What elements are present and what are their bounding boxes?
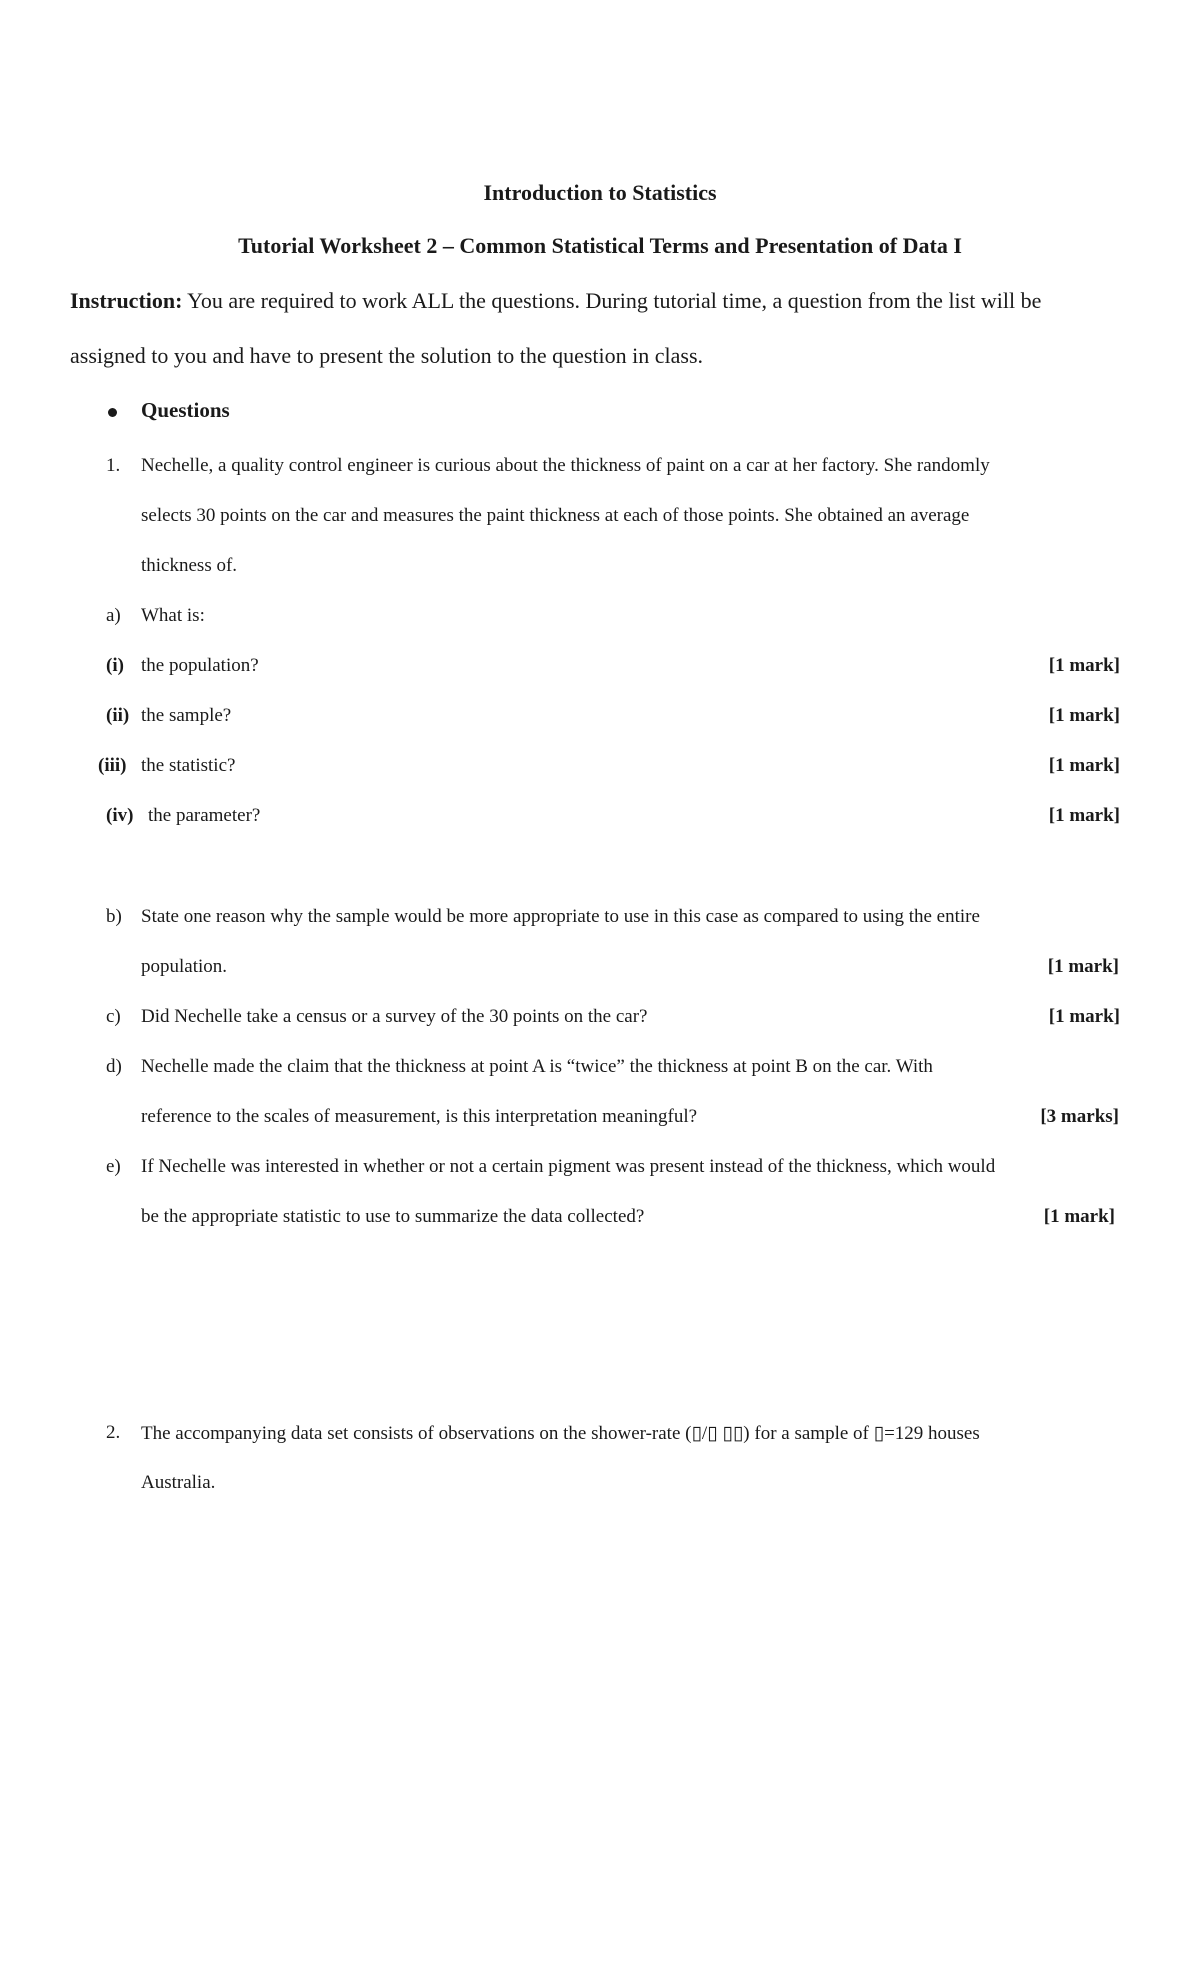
mark-label: [1 mark] — [1047, 956, 1119, 977]
q1b-text-line-1: State one reason why the sample would be more appropriate to use in this case as compared to using the entire — [141, 906, 980, 927]
q2-text-line-1: The accompanying data set consists of observations on the shower-rate (▯/▯ ▯▯) for a sample of ▯=129 houses — [141, 1423, 980, 1444]
q1a-item-text: the statistic? — [141, 755, 236, 776]
q1e-text-line-1: If Nechelle was interested in whether or not a certain pigment was present instead of the thickness, which would — [141, 1156, 996, 1177]
document-title: Introduction to Statistics — [483, 180, 717, 205]
q1e-text-line-2: be the appropriate statistic to use to summarize the data collected? — [141, 1206, 645, 1227]
instruction-label: Instruction: — [70, 288, 183, 313]
q1a-item-number: (i) — [106, 655, 124, 676]
q1a-item-number: (iv) — [106, 805, 134, 826]
q1a-item-text: the parameter? — [148, 805, 261, 826]
q1e-label: e) — [106, 1156, 121, 1177]
q1a-label: a) — [106, 605, 121, 626]
q1d-label: d) — [106, 1056, 122, 1077]
q1b-text-line-2: population. — [141, 956, 228, 977]
q1-text-line-3: thickness of. — [141, 555, 238, 576]
mark-label: [1 mark] — [1048, 705, 1120, 726]
q1c-label: c) — [106, 1006, 121, 1027]
q1d-text-line-2: reference to the scales of measurement, is this interpretation meaningful? — [141, 1106, 698, 1127]
mark-label: [1 mark] — [1048, 755, 1120, 776]
mark-label: [3 marks] — [1040, 1106, 1119, 1127]
mark-label: [1 mark] — [1048, 655, 1120, 676]
q1-number: 1. — [106, 455, 121, 476]
mark-label: [1 mark] — [1048, 805, 1120, 826]
document-subtitle: Tutorial Worksheet 2 – Common Statistical Terms and Presentation of Data I — [238, 233, 962, 258]
q1a-item-text: the population? — [141, 655, 259, 676]
q1-text-line-2: selects 30 points on the car and measures the paint thickness at each of those points. She obtained an average — [141, 505, 970, 526]
q1a-item-number: (iii) — [98, 755, 127, 776]
instruction-text-1: You are required to work ALL the questions. During tutorial time, a question from the list will be — [182, 288, 1042, 313]
instruction-line-1 — [70, 288, 1041, 314]
q1b-label: b) — [106, 906, 122, 927]
mark-label: [1 mark] — [1043, 1206, 1115, 1227]
instruction-line-2: assigned to you and have to present the solution to the question in class. — [70, 343, 704, 368]
q2-number: 2. — [106, 1422, 121, 1443]
bullet-icon — [108, 408, 117, 417]
q1a-item-text: the sample? — [141, 705, 232, 726]
questions-heading: Questions — [141, 398, 230, 422]
q2-text-line-2: Australia. — [141, 1472, 216, 1493]
mark-label: [1 mark] — [1048, 1006, 1120, 1027]
q1a-item-number: (ii) — [106, 705, 130, 726]
q1d-text-line-1: Nechelle made the claim that the thickness at point A is “twice” the thickness at point B on the car. With — [141, 1056, 933, 1077]
q1-text-line-1: Nechelle, a quality control engineer is curious about the thickness of paint on a car at her factory. She randomly — [141, 455, 990, 476]
q1c-text: Did Nechelle take a census or a survey of the 30 points on the car? — [141, 1006, 648, 1027]
q1a-text: What is: — [141, 605, 205, 626]
